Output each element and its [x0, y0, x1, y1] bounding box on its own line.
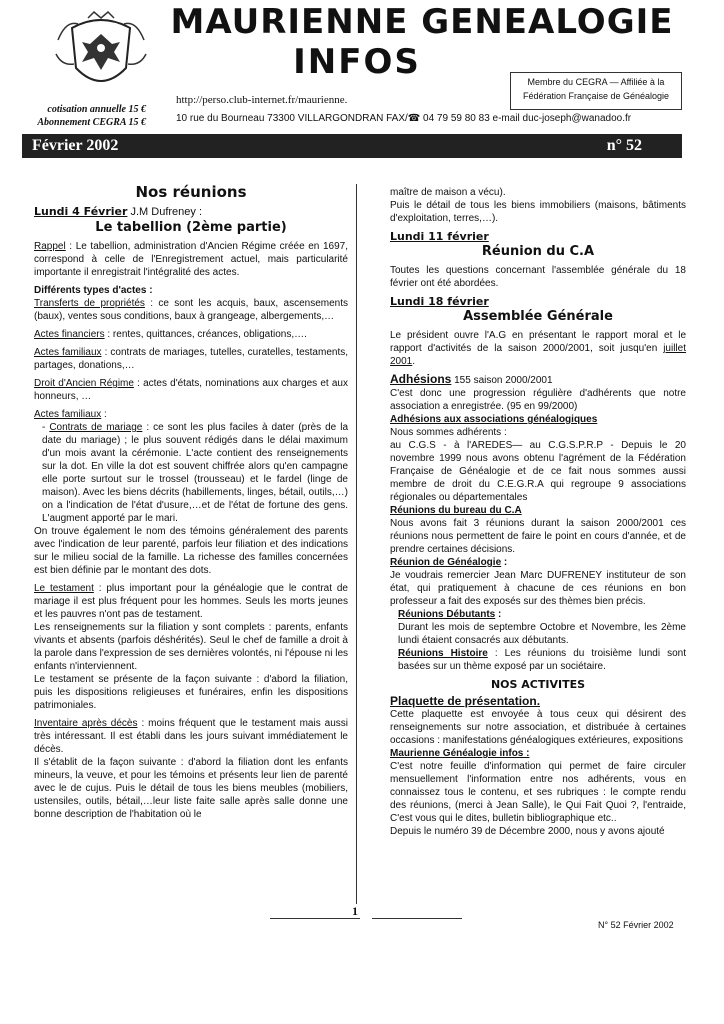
presente-text: Le testament se présente de la façon suivante : d'abord la filiation, puis les dispositions religieuses et funéraires, enfin les dispositions patrimoniales. [34, 674, 348, 711]
footer-rule-left [270, 918, 360, 919]
debutants-text: Durant les mois de septembre Octobre et Novembre, les 2ème lundi étaient consacrés aux débutants. [398, 622, 686, 646]
activities-title: NOS ACTIVITES [490, 678, 586, 691]
footer-issue: N° 52 Février 2002 [598, 920, 674, 930]
histoire-label: Réunions Histoire [398, 648, 488, 659]
contrats-label: Contrats de mariage [49, 422, 143, 433]
droit-label: Droit d'Ancien Régime [34, 378, 134, 389]
debutants-label: Réunions Débutants [398, 609, 496, 620]
meeting-date: Lundi 4 Février [34, 205, 128, 218]
bureau-text: Nous avons fait 3 réunions durant la saison 2000/2001 ces réunions nous permettent de faire le point en cours d'année, et de prendre certaines décisions. [390, 518, 686, 555]
contrats-text: : ce sont les plus faciles à dater (près de la date du mariage) ; le plus souvent rédigés dans le délai maximum d'un mois avant la cérémonie. L'acte contient des renseignements sur la dot. En ville la dot est souvent chiffrée alors qu'en campagne elle porte surtout sur le trossel (trousseau) et le fardel (linge de maison). Avec les biens décrits (habillements, linges, bétail, outils,…) on a l'indication de l'état d'usure,…et de l'état de fortune des gens. L'augment apporté par le mari. [42, 422, 348, 524]
financiers-text: : rentes, quittances, créances, obligations,…. [104, 329, 307, 340]
transferts-text: : ce sont les acquis, baux, ascensements (baux), ventes sous conditions, baux à grangeage, albergements,… [34, 298, 348, 322]
column-divider [356, 184, 357, 904]
genealogie-colon: : [501, 557, 508, 568]
continued-text-2: Puis le détail de tous les biens immobiliers (maisons, bâtiments d'exploitation, terres,…). [390, 200, 686, 224]
continued-text: maître de maison a vécu). [390, 187, 506, 198]
affiliation-line: Membre du CEGRA — Affiliée à la [527, 77, 665, 87]
testament-label: Le testament [34, 583, 94, 594]
plaquette-label: Plaquette de présentation. [390, 694, 541, 708]
rappel-text: : Le tabellion, administration d'Ancien Régime créée en 1697, correspond à celle de l'Enregistrement actuel, mais particularité importante il enregistrait l'intégralité des actes. [34, 241, 348, 278]
right-column [390, 186, 686, 843]
coat-of-arms-logo [52, 10, 150, 94]
annual-fee: cotisation annuelle 15 € [47, 104, 146, 115]
adhesions-label: Adhésions [390, 372, 452, 386]
droit-text: : actes d'états, nominations aux charges et aux honneurs, … [34, 378, 348, 402]
meeting-text: Toutes les questions concernant l'assemblée générale du 18 février ont été abordées. [390, 265, 686, 289]
renseignements-text: Les renseignements sur la filiation y sont complets : parents, enfants vivants et absents (parfois déshérités). Seul le chef de famille a droit à la parole dans l'expression de ses dernières volontés, ni l'épouse ni les enfants n'interviennent. [34, 622, 349, 672]
genealogie-label: Réunion de Généalogie [390, 557, 502, 568]
issue-date: Février 2002 [32, 137, 119, 154]
meeting-date: Lundi 18 février [390, 295, 489, 308]
assoc-text-2: au C.G.S - à l'AREDES— au C.G.S.P.R.P - Depuis le 20 novembre 1999 nous avons obtenu l'agrément de la Fédération Française de Généalogie et de ce fait nous sommes aussi membre de droit du C.E.G.R.A qui regroupe 9 associations régionales ou départementales [390, 440, 686, 503]
membership-fees [28, 103, 146, 129]
ag-end: . [412, 356, 416, 367]
website-url[interactable]: http://perso.club-internet.fr/maurienne. [176, 94, 348, 106]
financiers-label: Actes financiers [34, 329, 105, 340]
testament-text: : plus important pour la généalogie que le contrat de mariage il est plus fréquent pour les hommes. Seuls les morts jeunes et les pauvres n'ont pas de testament. [34, 583, 348, 620]
familiaux2-colon: : [101, 409, 107, 420]
adhesions-text: C'est donc une progression régulière d'adhérents que notre association a enregistrée. (95 en 99/2000) [390, 388, 686, 412]
meeting-topic: Le tabellion (2ème partie) [95, 220, 287, 235]
meeting-date: Lundi 11 février [390, 230, 489, 243]
masthead-subtitle: INFOS [293, 42, 421, 82]
ag-date: juillet 2001 [390, 343, 686, 367]
bureau-label: Réunions du bureau du C.A [390, 505, 522, 516]
familiaux-label: Actes familiaux [34, 347, 102, 358]
assoc-label: Adhésions aux associations généalogiques [390, 414, 598, 425]
genealogie-text: Je voudrais remercier Jean Marc DUFRENEY instituteur de son état, qui pratiquement à chacune de ces réunions en bon professeur a fait des exposés sur des thèmes bien précis. [390, 570, 686, 607]
ag-text: Le président ouvre l'A.G en présentant le rapport moral et le rapport d'activités de la saison 2000/2001, soit jusqu'en [390, 330, 686, 354]
meeting-speaker: J.M Dufreney : [127, 206, 202, 218]
assoc-text: Nous sommes adhérents : [390, 427, 507, 438]
inventaire-text: : moins fréquent que le testament mais aussi très intéressant. Il est établi dans les jours suivant immédiatement le décès. [34, 718, 348, 755]
affiliation-line: Fédération Française de Généalogie [522, 91, 670, 101]
temoins-text: On trouve également le nom des témoins généralement des parents avec l'indication de leur parenté, parfois leur filiation et des indications sur le milieu social de la famille. La richesse des familles concernées est bien définie par le montant des dots. [34, 526, 348, 576]
affiliation-box [510, 72, 682, 110]
plaquette-text: Cette plaquette est envoyée à tous ceux qui désirent des renseignements sur notre association, et distribuée à certaines occasions : manifestations généalogiques extérieures, expositions [390, 709, 686, 746]
types-title: Différents types d'actes : [34, 285, 153, 296]
cegra-subscription: Abonnement CEGRA 15 € [37, 117, 146, 128]
infos-label: Maurienne Généalogie infos : [390, 748, 530, 759]
footer-rule-right [372, 918, 462, 919]
meeting-title: Assemblée Générale [463, 309, 613, 324]
left-column: Nos réunions Lundi 4 Février J.M Dufreney : Le tabellion (2ème partie) Rappel : Le tabellion, administration d'Ancien Régime créée en 1697, correspond à celle de l'Enregistrement actuel, mais particularité importante il enregistrait l'intégralité des actes. Différents types d'actes : Transferts de propriétés : ce sont les acquis, baux, ascensements (baux), ventes sous conditions, baux à grangeage, albergements,… Actes financiers : rentes, quittances, créances, obligations,…. Actes familiaux : contrats de mariages, tutelles, curatelles, testaments, partages, donations,… Droit d'Ancien Régime : actes d'états, nominations aux charges et aux honneurs, … Actes familiaux : - Contrats de mariage : ce sont les plus faciles à dater (près de la date du mariage) ; le plus souvent rédigés dans le délai maximum d'un mois avant la cérémonie. L'acte contient des renseignements sur la dot. En ville la dot est souvent chiffrée alors qu'en campagne elle porte surtout sur le trossel (trousseau) et le fardel (linge de maison). Avec les biens décrits (habillements, linges, bétail, outils,…) on a l'indication de l'état d'usure,…et de l'état de fortune des gens. L'augment apporté par le mari. On trouve également le nom des témoins généralement des parents avec l'indication de leur parenté, parfois leur filiation et des indications sur le milieu social de la famille. La richesse des familles concernées est bien définie par le montant des dots. Le testament : plus important pour la généalogie que le contrat de mariage il est plus fréquent pour les hommes. Seuls les morts jeunes et les pauvres n'ont pas de testament. Les renseignements sur la filiation y sont complets : parents, enfants vivants et absents (parfois déshérités). Seul le chef de famille a droit à la parole dans l'expression de ses dernières volontés, ni l'épouse ni les enfants n'interviennent. Le testament se présente de la façon suivante : d'abord la filiation, puis les dispositions religieuses et funéraires, enfin les dispositions patrimoniales. Inventaire après décès : moins fréquent que le testament mais aussi très intéressant. Il est établi dans les jours suivant immédiatement le décès. Il s'établit de la façon suivante : d'abord la filiation dont les enfants mineurs, la veuve, et pour les témoins et présents leur lien de parenté avec le de cujus. Puis le détail de tous les biens meubles (mobiliers, ustensiles, outils, bétail,…leur liste faite salle après salle donne une bonne description de l'habitation où le [34, 183, 349, 820]
section-title: Nos réunions [135, 183, 247, 201]
meeting-title: Réunion du C.A [481, 244, 595, 259]
familiaux2-label: Actes familiaux [34, 409, 102, 420]
depuis-text: Depuis le numéro 39 de Décembre 2000, nous y avons ajouté [390, 826, 665, 837]
inventaire-label: Inventaire après décès [34, 718, 138, 729]
page-number: 1 [352, 904, 358, 918]
infos-text: C'est notre feuille d'information qui permet de faire circuler mensuellement l'information entre nos adhérents, vous en connaissez tous le contenu, et ses rubriques : le compte rendu des réunions, (merci à Jean Salle), le Qui Fait Quoi ?, l'entraide, C'est vous qui le dites, bulletin bibliographique etc.. [390, 761, 686, 824]
histoire-text: : Les réunions du troisième lundi sont basées sur un thème exposé par un sociétaire. [398, 648, 686, 672]
masthead-title: MAURIENNE GENEALOGIE [170, 2, 674, 42]
adhesions-count: 155 saison 2000/2001 [451, 375, 553, 386]
issue-number: n° 52 [606, 137, 642, 154]
rappel-label: Rappel [34, 241, 66, 252]
debutants-colon: : [495, 609, 502, 620]
etablit-text: Il s'établit de la façon suivante : d'abord la filiation dont les enfants mineurs, la veuve, et pour les témoins et présents leur lien de parenté avec le de cujus. Puis le détail de tous les biens meubles (mobiliers, ustensiles, outils, bétail,…leur liste faite salle après salle donne une bonne description de l'habitation où le [34, 757, 348, 820]
transferts-label: Transferts de propriétés [34, 298, 145, 309]
contact-address: 10 rue du Bourneau 73300 VILLARGONDRAN FAX/☎ 04 79 59 80 83 e-mail duc-joseph@wanadoo.fr [176, 113, 632, 124]
issue-bar [22, 134, 682, 158]
familiaux-text: : contrats de mariages, tutelles, curatelles, testaments, partages, donations,… [34, 347, 349, 371]
